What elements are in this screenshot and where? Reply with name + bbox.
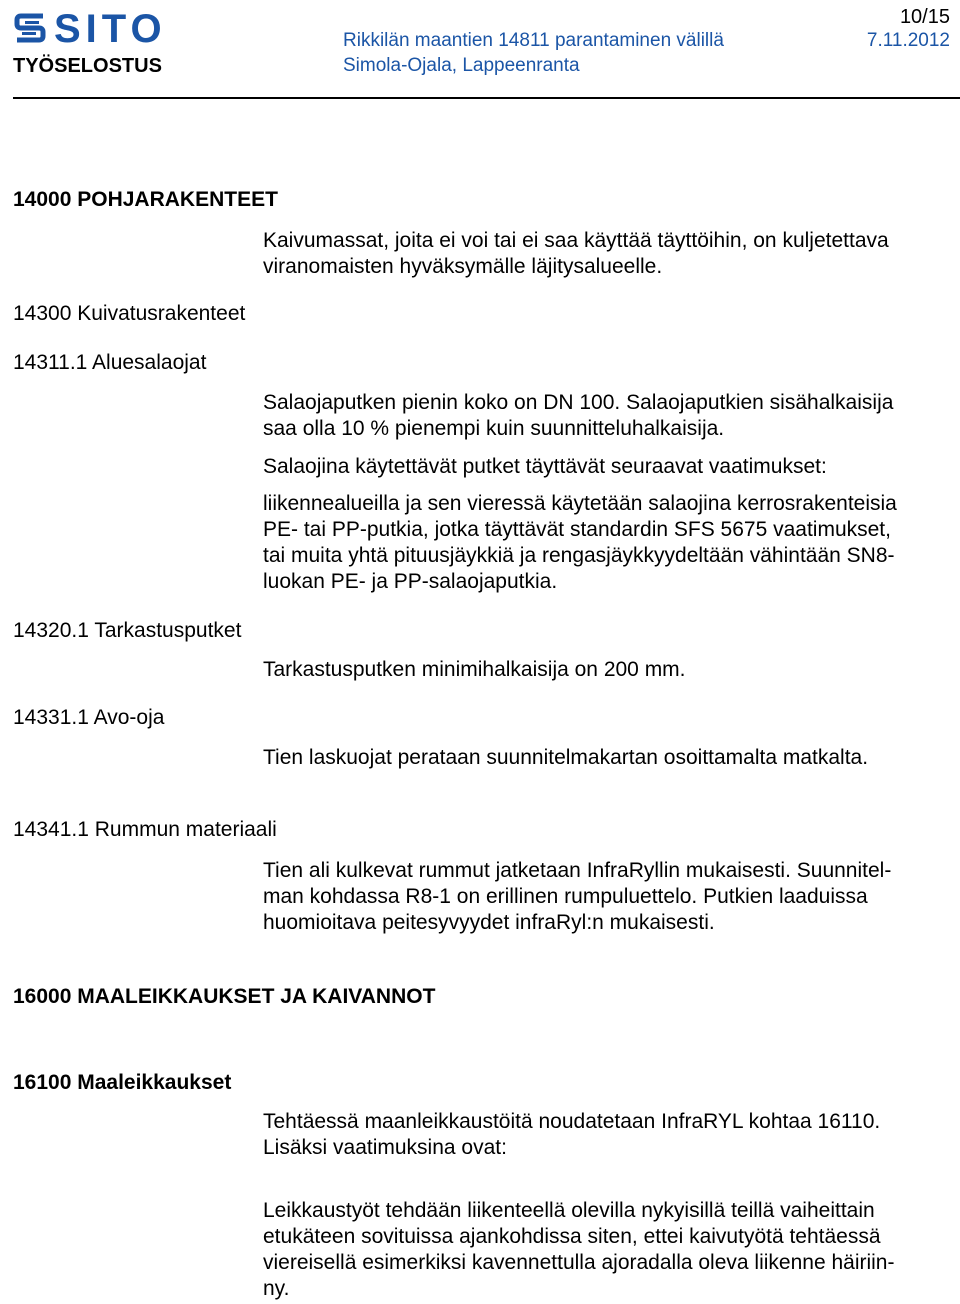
text-line: man kohdassa R8-1 on erillinen rumpuluettelo. Putkien laaduissa: [263, 885, 868, 908]
text-16100-p1: [263, 1109, 960, 1161]
text-16100-p2: [263, 1198, 960, 1302]
text-14311-p1: [263, 390, 960, 442]
text-line: Salaojaputken pienin koko on DN 100. Salaojaputkien sisähalkaisija: [263, 391, 894, 414]
text-14311-p2: Salaojina käytettävät putket täyttävät seuraavat vaatimukset:: [263, 455, 827, 478]
text-line: PE- tai PP-putkia, jotka täyttävät standardin SFS 5675 vaatimukset,: [263, 518, 891, 541]
header-divider: [13, 97, 960, 99]
page-number: 10/15: [899, 6, 950, 28]
heading-16100: 16100 Maaleikkaukset: [13, 1071, 232, 1094]
logo-wordmark: SITO: [54, 7, 167, 51]
project-location: Simola-Ojala, Lappeenranta: [343, 55, 580, 76]
text-line: viranomaisten hyväksymälle läjitysalueelle.: [263, 255, 663, 278]
text-line: luokan PE- ja PP-salaojaputkia.: [263, 570, 558, 593]
sito-logo-icon: [13, 10, 47, 44]
heading-14300: 14300 Kuivatusrakenteet: [13, 302, 246, 325]
text-14320: Tarkastusputken minimihalkaisija on 200 mm.: [263, 658, 686, 681]
doc-type: TYÖSELOSTUS: [13, 55, 162, 77]
text-14331: Tien laskuojat perataan suunnitelmakartan osoittamalta matkalta.: [263, 746, 869, 769]
heading-16000: 16000 MAALEIKKAUKSET JA KAIVANNOT: [13, 985, 436, 1008]
text-line: Leikkaustyöt tehdään liikenteellä olevilla nykyisillä teillä vaiheittain: [263, 1199, 875, 1222]
text-line: tai muita yhtä pituusjäykkiä ja rengasjäykkyydeltään vähintään SN8-: [263, 544, 895, 567]
doc-date: 7.11.2012: [866, 30, 950, 51]
text-line: Lisäksi vaatimuksina ovat:: [263, 1136, 507, 1159]
text-line: huomioitava peitesyvyydet infraRyl:n mukaisesti.: [263, 911, 715, 934]
text-line: viereisellä esimerkiksi kavennettulla ajoradalla oleva liikenne häiriin-: [263, 1251, 895, 1274]
text-line: Kaivumassat, joita ei voi tai ei saa käyttää täyttöihin, on kuljetettava: [263, 229, 889, 252]
heading-14000: 14000 POHJARAKENTEET: [13, 188, 278, 211]
text-line: saa olla 10 % pienempi kuin suunnitteluhalkaisija.: [263, 417, 725, 440]
text-14311-p3: [263, 491, 960, 595]
heading-14311: 14311.1 Aluesalaojat: [13, 351, 207, 374]
heading-14331: 14331.1 Avo-oja: [13, 706, 165, 729]
heading-14320: 14320.1 Tarkastusputket: [13, 619, 242, 642]
text-14341: [263, 858, 960, 936]
text-line: Tehtäessä maanleikkaustöitä noudatetaan InfraRYL kohtaa 16110.: [263, 1110, 881, 1133]
text-line: ny.: [263, 1277, 290, 1300]
text-line: etukäteen sovituissa ajankohdissa siten, ettei kaivutyötä tehtäessä: [263, 1225, 881, 1248]
text-line: Tien ali kulkevat rummut jatketaan InfraRyllin mukaisesti. Suunnitel-: [263, 859, 892, 882]
project-title: Rikkilän maantien 14811 parantaminen välillä: [343, 30, 724, 51]
text-line: liikennealueilla ja sen vieressä käytetään salaojina kerrosrakenteisia: [263, 492, 897, 515]
heading-14341: 14341.1 Rummun materiaali: [13, 818, 277, 841]
text-14000: [263, 228, 960, 280]
